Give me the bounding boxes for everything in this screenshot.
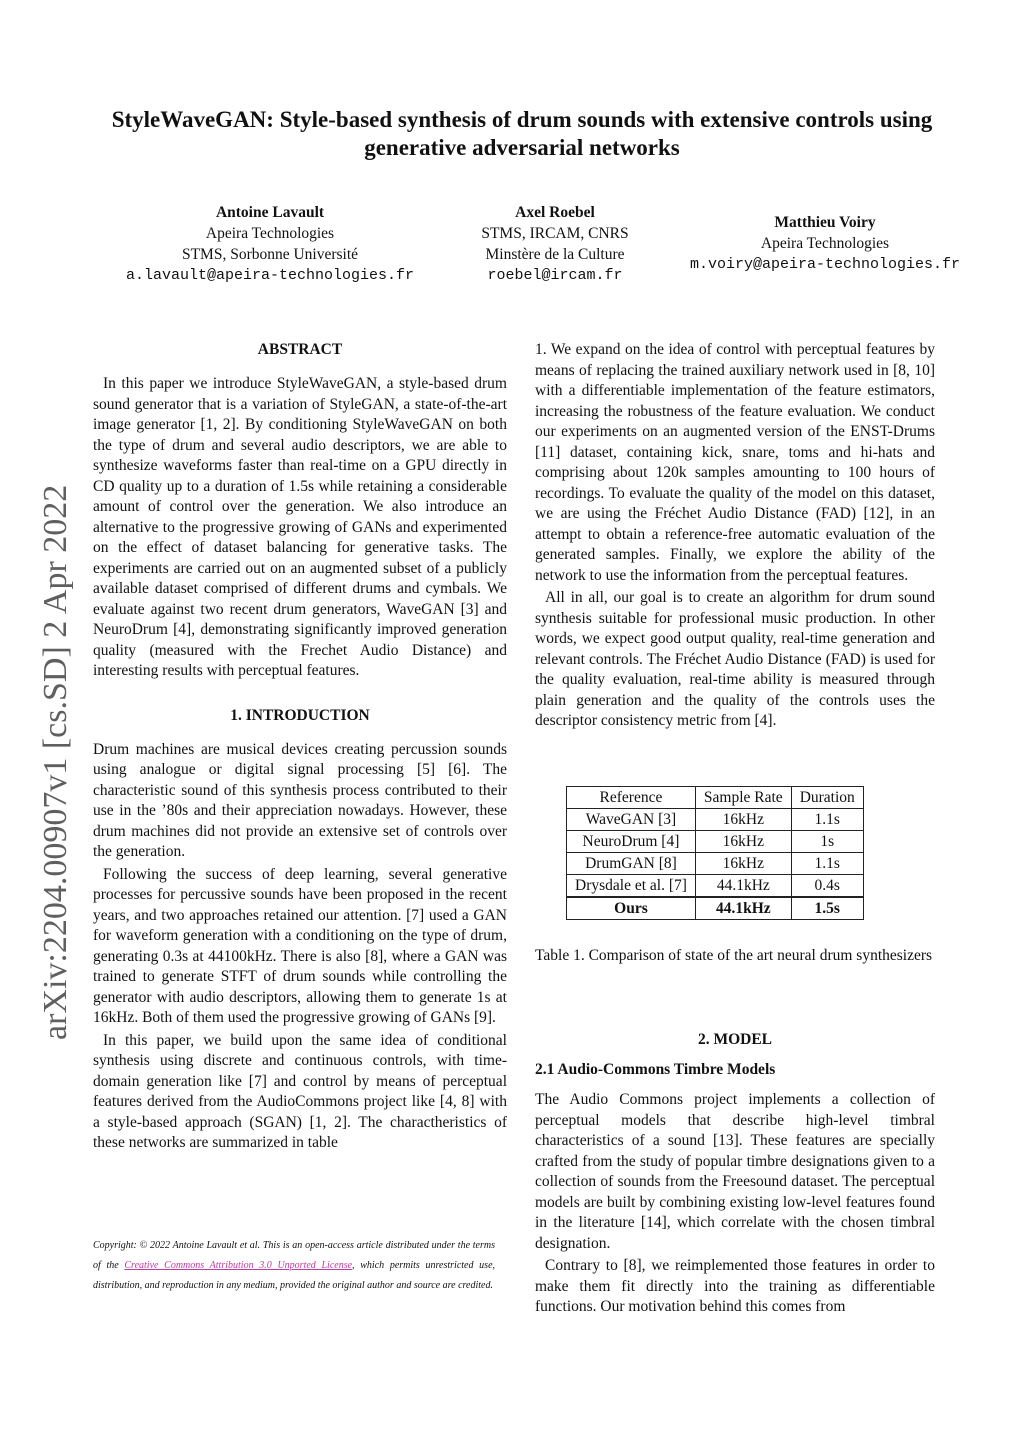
table-cell: 0.4s [791, 875, 863, 898]
comparison-table [566, 786, 864, 920]
author-email[interactable]: m.voiry@apeira-technologies.fr [689, 256, 961, 273]
subsection-heading: 2.1 Audio-Commons Timbre Models [535, 1061, 776, 1078]
intro-paragraph: Following the success of deep learning, several generative processes for percussive sounds have been proposed in the recent years, and two approaches retained our attention. [7] used a GAN for waveform generation with a conditioning on the type of drum, generating 0.3s at 44100kHz. There is also [8], where a GAN was trained to generate STFT of drum sounds while controlling the generator with audio descriptors, allowing them to generate 1s at 16kHz. Both of them used the progressive growing of GANs [9]. [93, 865, 507, 1026]
table-cell: 1.1s [791, 809, 863, 831]
right-column-top [535, 340, 935, 734]
author-name: Antoine Lavault [215, 204, 325, 221]
paper-title: StyleWaveGAN: Style-based synthesis of drum sounds with extensive controls using generative adversarial networks [111, 107, 933, 160]
arxiv-identifier: arXiv:2204.00907v1 [cs.SD] 2 Apr 2022 [37, 484, 74, 1040]
table-row [567, 831, 864, 853]
author-block [455, 202, 655, 286]
model-heading: 2. MODEL [697, 1031, 773, 1048]
author-name: Matthieu Voiry [774, 214, 876, 231]
table-cell: Drysdale et al. [7] [567, 875, 696, 898]
author-affiliation: STMS, Sorbonne Université [181, 246, 359, 263]
author-affiliation: Apeira Technologies [205, 225, 335, 242]
table-cell: Ours [567, 897, 696, 920]
table-cell: DrumGAN [8] [567, 853, 696, 875]
table-row [567, 809, 864, 831]
table-cell: 16kHz [695, 831, 791, 853]
intro-paragraph: 1. We expand on the idea of control with perceptual features by means of replacing the trained auxiliary network used in [8, 10] with a differentiable implementation of the feature estimators, increasing the robustness of the feature evaluation. We conduct our experiments on an augmented version of the ENST-Drums [11] dataset, containing kick, snare, toms and hi-hats and comprising about 120k samples amounting to 100 hours of recordings. To evaluate the quality of the model on this dataset, we are using the Fréchet Audio Distance (FAD) [12], in an attempt to obtain a reference-free automatic evaluation of the generated samples. Finally, we explore the ability of the network to use the information from the perceptual features. [535, 341, 935, 584]
table-cell: 1s [791, 831, 863, 853]
author-name: Axel Roebel [515, 204, 595, 221]
author-affiliation: STMS, IRCAM, CNRS [481, 225, 629, 242]
author-email[interactable]: a.lavault@apeira-technologies.fr [125, 267, 415, 284]
table-row [567, 853, 864, 875]
model-paragraph: The Audio Commons project implements a collection of perceptual models that describe high-level timbral characteristics of a sound [13]. These features are specially crafted from the study of popular timbre designations given to a collection of sounds from the Freesound dataset. The perceptual models are built by combining existing low-level features found in the literature [14], which correlate with the chosen timbral designation. [535, 1091, 935, 1252]
license-link[interactable]: Creative Commons Attribution 3.0 Unported License [124, 1260, 353, 1271]
left-column [93, 340, 507, 1156]
author-email[interactable]: roebel@ircam.fr [487, 267, 623, 284]
table-header: Sample Rate [695, 787, 791, 809]
table-cell: 1.5s [791, 897, 863, 920]
intro-paragraph: Drum machines are musical devices creating percussion sounds using analogue or digital signal processing [5] [6]. The characteristic sound of this synthesis process contributed to their use in the ’80s and their appreciation nowadays. However, these drum machines did not provide an extensive set of controls over the generation. [93, 740, 507, 860]
copyright-footnote: Copyright: © 2022 Antoine Lavault et al. This is an open-access article distributed under the terms of the Creative Commons Attribution 3.0 Unported License, which permits unrestricted use, distribution, and reproduction in any medium, provided the original author and source are credited. [93, 1240, 496, 1291]
table-header: Reference [567, 787, 696, 809]
abstract-text: In this paper we introduce StyleWaveGAN, a style-based drum sound generator that is a variation of StyleGAN, a state-of-the-art image generator [1, 2]. By conditioning StyleWaveGAN on both the type of drum and several audio descriptors, we are able to synthesize waveforms faster than real-time on a GPU directly in CD quality up to a duration of 1.5s while retaining a considerable amount of control over the generation. We also introduce an alternative to the progressive growing of GANs and experimented on the effect of dataset balancing for generative tasks. The experiments are carried out on an augmented subset of a publicly available dataset comprised of different drums and cymbals. We evaluate against two recent drum generators, WaveGAN [3] and NeuroDrum [4], demonstrating significantly improved generation quality (measured with the Frechet Audio Distance) and interesting results with perceptual features. [93, 375, 507, 679]
model-paragraph: Contrary to [8], we reimplemented those features in order to make them fit directly into the training as differentiable functions. Our motivation behind this comes from [535, 1257, 935, 1315]
author-affiliation: Apeira Technologies [760, 235, 890, 252]
author-block [95, 202, 445, 286]
table-cell: NeuroDrum [4] [567, 831, 696, 853]
table-cell: 1.1s [791, 853, 863, 875]
intro-paragraph: In this paper, we build upon the same idea of conditional synthesis using discrete and continuous controls, with time-domain generation like [7] and control by means of perceptual features derived from the AudioCommons project like [4, 8] with a style-based approach (SGAN) [1, 2]. The charactheristics of these networks are summarized in table [93, 1031, 507, 1151]
abstract-heading: ABSTRACT [257, 341, 343, 358]
introduction-heading: 1. INTRODUCTION [230, 706, 370, 724]
author-block [665, 212, 985, 275]
model-section [535, 1030, 935, 1320]
table-cell: WaveGAN [3] [567, 809, 696, 831]
table-header-row [567, 787, 864, 809]
table-header: Duration [791, 787, 863, 809]
intro-paragraph: All in all, our goal is to create an algorithm for drum sound synthesis suitable for professional music production. In other words, we expect good output quality, real-time generation and relevant controls. The Fréchet Audio Distance (FAD) is used for the quality evaluation, real-time ability is measured through plain generation and the quality of the controls uses the descriptor consistency metric from [4]. [535, 589, 935, 729]
table-row [567, 875, 864, 898]
table-cell: 16kHz [695, 853, 791, 875]
table-row-ours [567, 897, 864, 920]
author-affiliation: Minstère de la Culture [485, 246, 625, 263]
table-cell: 16kHz [695, 809, 791, 831]
table-cell: 44.1kHz [695, 897, 791, 920]
table-cell: 44.1kHz [695, 875, 791, 898]
table-caption: Table 1. Comparison of state of the art neural drum synthesizers [535, 947, 933, 964]
